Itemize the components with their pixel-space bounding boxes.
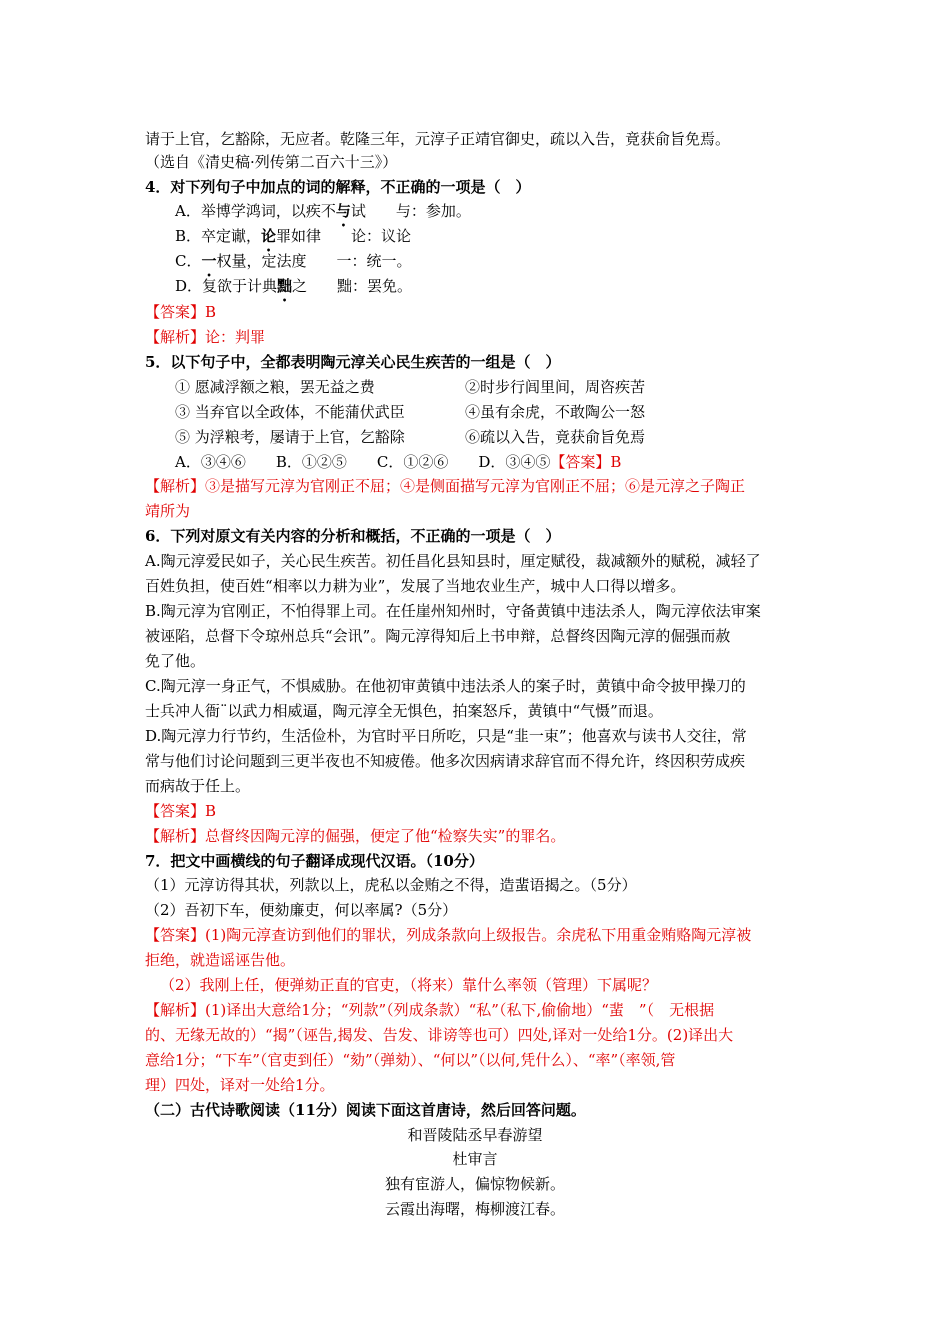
- dotted-word: 黜: [277, 277, 293, 295]
- answer-text: 拒绝，就造谣诬告他。: [145, 951, 296, 969]
- question-7-item: （1）元淳访得其状，列款以上，虎私以金贿之不得，造蜚语揭之。（5分）: [145, 876, 637, 894]
- answer-text: （2）我刚上任，便弹劾正直的官吏，（将来）靠什么率领（管理）下属呢？: [160, 976, 658, 994]
- answer-label: 【答案】B: [145, 802, 217, 820]
- question-6-option-b: B.陶元淳为官刚正，不怕得罪上司。在任崖州知州时，守备黄镇中违法杀人，陶元淳依法审案: [145, 602, 761, 620]
- poem-author: 杜审言: [452, 1150, 498, 1168]
- dotted-word: 论: [261, 227, 277, 245]
- text-line: 免了他。: [145, 652, 206, 670]
- section-heading: （二）古代诗歌阅读（11分）阅读下面这首唐诗，然后回答问题。: [145, 1101, 586, 1119]
- question-6-option-d: D.陶元淳力行节约，生活俭朴，为官时平日所吃，只是“韭一束”；他喜欢与读书人交往，常: [145, 727, 747, 745]
- question-5-item: ⑤ 为浮粮考，屡请于上官，乞豁除: [175, 428, 405, 446]
- question-6-heading: 6．下列对原文有关内容的分析和概括，不正确的一项是（ ）: [145, 527, 561, 545]
- dotted-word: 与: [335, 202, 351, 220]
- question-5-options: A．③④⑥ B．①②⑤ C．①②⑥ D．③④⑤【答案】B: [175, 453, 622, 471]
- question-5-item: ③ 当弃官以全政体，不能蒲伏武臣: [175, 403, 405, 421]
- question-4-option-a: A．举博学鸿词，以疾不与试 与：参加。: [175, 202, 471, 220]
- text-line: 请于上官，乞豁除，无应者。乾隆三年，元淳子正靖官御史，疏以入告，竟获俞旨免焉。: [145, 130, 731, 148]
- question-5-item: ⑥疏以入告，竟获俞旨免焉: [465, 428, 646, 446]
- text-line: 士兵冲人衙¨以武力相威逼，陶元淳全无惧色，拍案怒斥，黄镇中“气慑”而退。: [145, 702, 663, 720]
- question-5-heading: 5．以下句子中，全都表明陶元淳关心民生疾苦的一组是（ ）: [145, 353, 561, 371]
- question-4-option-d: D．复欲于计典黜之 黜：罢免。: [175, 277, 413, 295]
- dotted-word: 一: [201, 252, 217, 270]
- analysis-text: 【解析】总督终因陶元淳的倔强，便定了他“检察失实”的罪名。: [145, 827, 566, 845]
- source-citation: （选自《清史稿·列传第二百六十三》）: [145, 153, 398, 171]
- question-5-item: ②时步行闾里间，周咨疾苦: [465, 378, 646, 396]
- question-4-heading: 4．对下列句子中加点的词的解释，不正确的一项是（ ）: [145, 178, 531, 196]
- question-4-option-c: C．一权量，定法度 一：统一。: [175, 252, 412, 270]
- question-5-item: ① 愿减浮额之粮，罢无益之费: [175, 378, 375, 396]
- question-7-item: （2）吾初下车，便劾廉吏，何以率属?（5分）: [145, 901, 458, 919]
- analysis-text: 意给1分；“下车”（官吏到任）“劾”（弹劾）、“何以”（以何,凭什么）、“率”（率领,管: [145, 1051, 676, 1069]
- analysis-text: 理）四处，译对一处给1分。: [145, 1076, 335, 1094]
- question-7-heading: 7．把文中画横线的句子翻译成现代汉语。（10分）: [145, 852, 484, 870]
- text-line: 常与他们讨论问题到三更半夜也不知疲倦。他多次因病请求辞官而不得允许，终因积劳成疾: [145, 752, 746, 770]
- text-line: 被诬陷，总督下令琼州总兵“会讯”。陶元淳得知后上书申辩，总督终因陶元淳的倔强而赦: [145, 627, 731, 645]
- analysis-text: 【解析】③是描写元淳为官刚正不屈；④是侧面描写元淳为官刚正不屈；⑥是元淳之子陶正: [145, 477, 746, 495]
- text-line: 百姓负担，使百姓“相率以力耕为业”，发展了当地农业生产，城中人口得以增多。: [145, 577, 686, 595]
- answer-label: 【答案】B: [550, 453, 622, 471]
- analysis-text: 【解析】论：判罪: [145, 328, 266, 346]
- question-4-option-b: B．卒定谳，论罪如律 论：议论: [175, 227, 412, 245]
- poem-line: 独有宦游人，偏惊物候新。: [384, 1175, 565, 1193]
- question-6-option-a: A.陶元淳爱民如子，关心民生疾苦。初任昌化县知县时，厘定赋役，裁减额外的赋税，减轻了: [145, 552, 761, 570]
- answer-label: 【答案】(1)陶元淳查访到他们的罪状，列成条款向上级报告。余虎私下用重金贿赂陶元淳被: [145, 926, 752, 944]
- poem-title: 和晋陵陆丞早春游望: [407, 1126, 543, 1144]
- analysis-text: 靖所为: [145, 502, 191, 520]
- analysis-text: 的、无缘无故的）“揭”（诬告,揭发、告发、诽谤等也可）四处,译对一处给1分。(2)译出大: [145, 1026, 734, 1044]
- question-6-option-c: C.陶元淳一身正气，不惧威胁。在他初审黄镇中违法杀人的案子时，黄镇中命令披甲操刀的: [145, 677, 746, 695]
- analysis-text: 【解析】(1)译出大意给1分；“列款”（列成条款）“私”（私下,偷偷地）“蜚 ”（ 无根据: [145, 1001, 715, 1019]
- answer-label: 【答案】B: [145, 303, 217, 321]
- question-5-item: ④虽有余虎，不敢陶公一怒: [465, 403, 646, 421]
- poem-line: 云霞出海曙，梅柳渡江春。: [384, 1200, 565, 1218]
- text-line: 而病故于任上。: [145, 777, 251, 795]
